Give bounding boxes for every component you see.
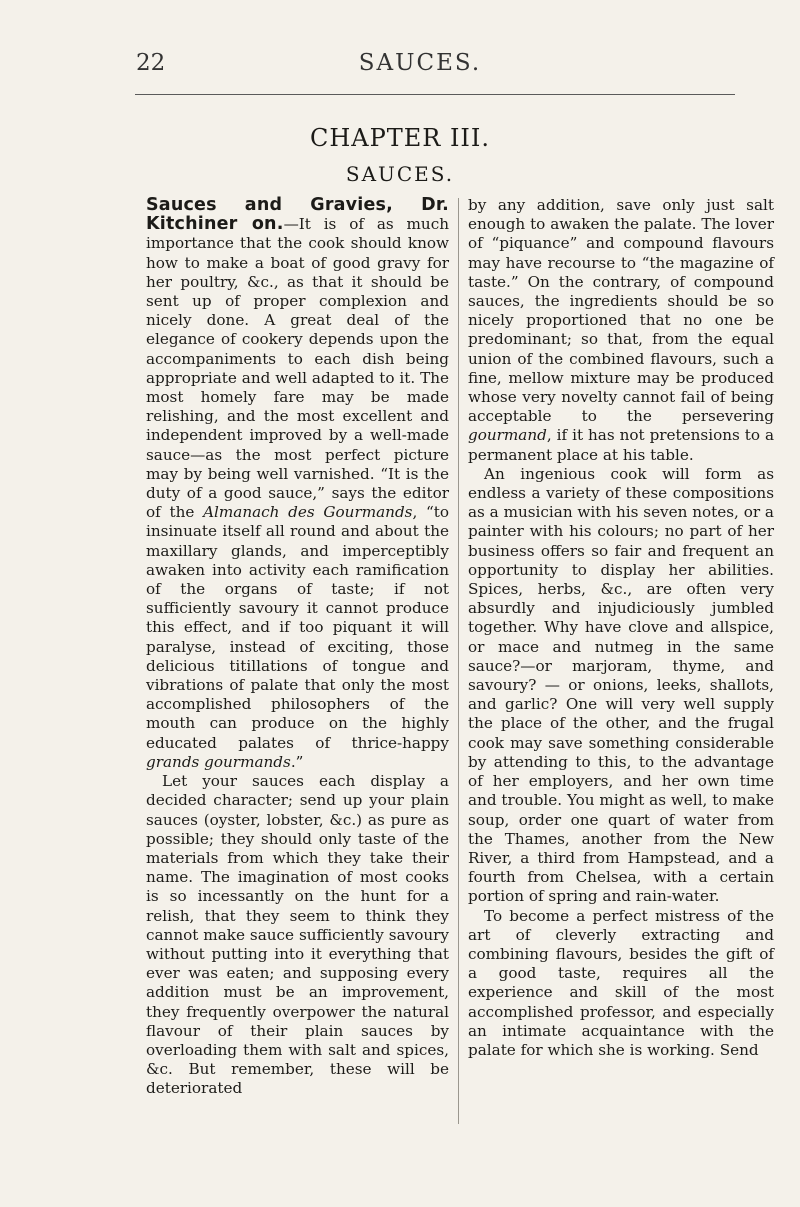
header-rule — [135, 94, 735, 95]
text-run: .” — [290, 752, 304, 771]
italic-title: Almanach des Gourmands — [203, 503, 413, 522]
left-column — [146, 196, 449, 1099]
section-title: SAUCES. — [345, 162, 455, 186]
paragraph — [146, 196, 449, 772]
running-head — [0, 50, 800, 80]
entry-heading: Sauces and Gravies, Dr. Kitchiner on. — [146, 195, 449, 235]
running-title: SAUCES. — [358, 50, 482, 76]
italic-phrase: grands gourmands — [146, 752, 291, 771]
page-number: 22 — [136, 50, 166, 76]
paragraph: Let your sauces each display a decided character; send up your plain sauces (oyster, lobster, &c.) as pure as possible; they should only taste of the materials from which they take their name. The imagination of most cooks is so incessantly on the hunt for a relish, that they seem to think they cannot make sauce sufficiently savoury without putting into it everything that ever was eaten; and supposing every addition must be an improvement, they frequently overpower the natural flavour of their plain sauces by overloading them with salt and spices, &c. But remember, these will be deteriorated — [146, 772, 449, 1098]
chapter-title: CHAPTER III. — [309, 124, 491, 152]
text-run: —It is of as much importance that the cook should know how to make a boat of good gravy for her poultry, &c., as that it should be sent up of proper complexion and nicely done. A great deal of the elegance of cookery depends upon the accompaniments to each dish being appropriate and well adapted to it. The most homely fare may be made relishing, and the most excellent and independent improved by a well-made sauce—as the most perfect picture may by being well varnished. “It is the duty of a good sauce,” says the editor of the — [146, 215, 449, 522]
paragraph: To become a perfect mistress of the art of cleverly extracting and combining flavours, besides the gift of a good taste, requires all the experience and skill of the most accomplished professor, and especially an intimate acquaintance with the palate for which she is working. Send — [468, 906, 774, 1059]
column-divider — [458, 198, 459, 1124]
italic-word: gourmand — [468, 426, 547, 445]
text-run: , if it has not pretensions to a permanent place at his table. — [468, 426, 774, 464]
text-run: , “to insinuate itself all round and about the maxillary glands, and imperceptibly awaken into activity each ramification of the organs of taste; if not sufficiently savoury it cannot produce this effect, and if too piquant it will paralyse, instead of exciting, those delicious titillations of tongue and vibrations of palate that only the most accomplished philosophers of the mouth can produce on the highly educated palates of thrice-happy — [146, 503, 450, 752]
paragraph: An ingenious cook will form as endless a variety of these compositions as a musician with his seven notes, or a painter with his colours; no part of her business offers so fair and frequent an opportunity to display her abilities. Spices, herbs, &c., are often very absurdly and injudiciously jumbled together. Why have clove and allspice, or mace and nutmeg in the same sauce?—or marjoram, thyme, and savoury? — or onions, leeks, shallots, and garlic? One will very well supply the place of the other, and the frugal cook may save something considerable by attending to this, to the advantage of her employers, and her own time and trouble. You might as well, to make soup, order one quart of water from the Thames, another from the New River, a third from Hampstead, and a fourth from Chelsea, with a certain portion of spring and rain-water. — [468, 464, 774, 906]
text-run: by any addition, save only just salt enough to awaken the palate. The lover of “piquance” and compound flavours may have recourse to “the magazine of taste.” On the contrary, of compound sauces, the ingredients should be so nicely proportioned that no one be predominant; so that, from the equal union of the combined flavours, such a fine, mellow mixture may be produced whose very novelty cannot fail of being acceptable to the persevering — [468, 196, 774, 426]
right-column — [468, 196, 774, 1060]
paragraph — [468, 196, 774, 465]
